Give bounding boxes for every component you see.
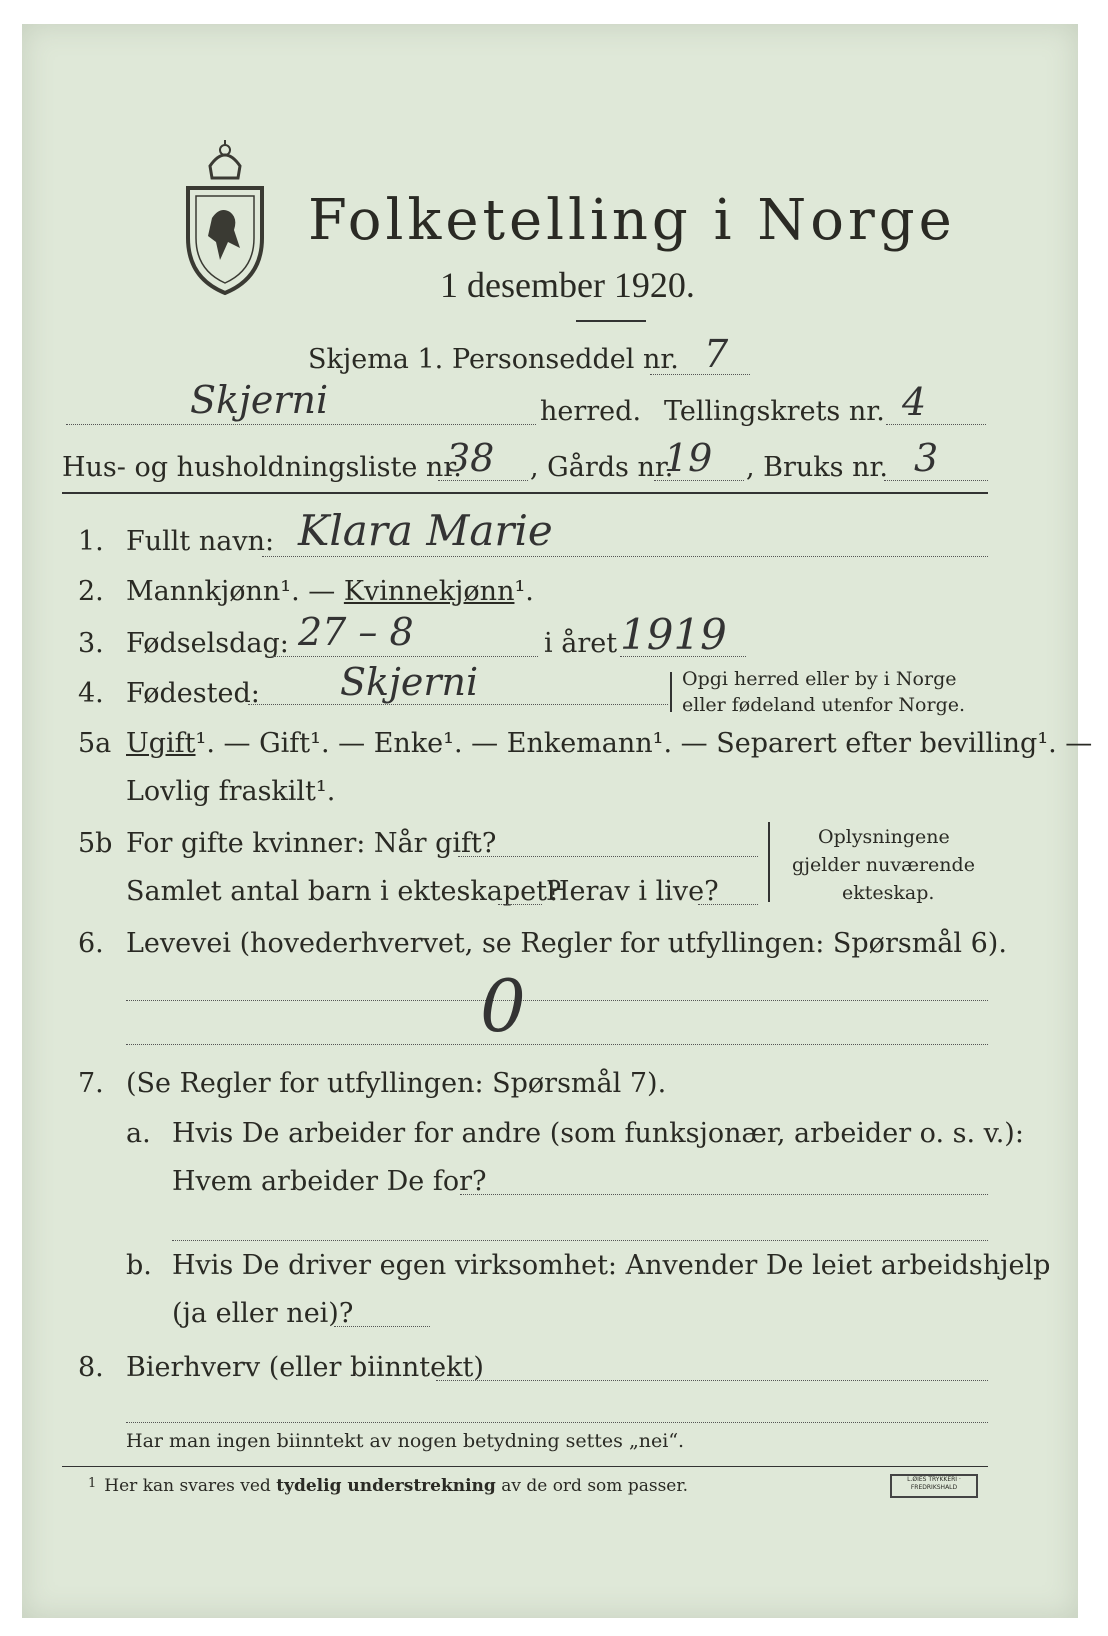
herred-line xyxy=(66,424,536,425)
male-option: Mannkjønn¹. — xyxy=(126,576,336,607)
q7-label: (Se Regler for utfyllingen: Spørsmål 7). xyxy=(126,1068,667,1099)
bruks-label: , Bruks nr. xyxy=(746,452,889,483)
q5b-line1 xyxy=(458,856,758,857)
q2-options xyxy=(126,576,534,607)
q6-line1 xyxy=(126,1000,988,1001)
q1-number: 1. xyxy=(78,526,104,557)
bruks-line xyxy=(884,480,988,481)
q7-number: 7. xyxy=(78,1068,104,1099)
female-option-underlined: Kvinnekjønn xyxy=(343,576,515,607)
q7b-line xyxy=(334,1326,430,1327)
census-date: 1 desember 1920. xyxy=(440,265,695,305)
q8-line2 xyxy=(126,1422,988,1423)
gards-value: 19 xyxy=(664,436,713,480)
q6-number: 6. xyxy=(78,928,104,959)
q5b-label3: Herav i live? xyxy=(546,876,719,907)
full-name-value: Klara Marie xyxy=(298,506,553,555)
q1-label: Fullt navn: xyxy=(126,526,275,557)
tellingskrets-line xyxy=(886,424,986,425)
q5b-note-line1: Oplysningene xyxy=(818,826,950,848)
form-title: Folketelling i Norge xyxy=(308,188,956,253)
q7b-label: Hvis De driver egen virksomhet: Anvender De leiet arbeidshjelp xyxy=(172,1250,1051,1281)
q6-label: Levevei (hovederhvervet, se Regler for utfyllingen: Spørsmål 6). xyxy=(126,928,1007,959)
q3-line xyxy=(272,656,538,657)
skjema-label: Skjema 1. xyxy=(308,344,444,375)
personseddel-label: Personseddel nr. xyxy=(452,344,679,375)
q3-label: Fødselsdag: xyxy=(126,628,289,659)
q7a-label2: Hvem arbeider De for? xyxy=(172,1166,487,1197)
herred-label: herred. xyxy=(540,396,642,427)
footnote-text-c: av de ord som passer. xyxy=(495,1476,689,1496)
birthdate-value: 27 – 8 xyxy=(298,610,414,654)
q5b-brace xyxy=(768,822,770,902)
occupation-value: 0 xyxy=(480,964,526,1048)
q4-line xyxy=(248,704,668,705)
q7a-number: a. xyxy=(126,1118,151,1149)
q7a-label: Hvis De arbeider for andre (som funksjonær, arbeider o. s. v.): xyxy=(172,1118,1024,1149)
q1-line xyxy=(262,556,988,557)
q3-number: 3. xyxy=(78,628,104,659)
q5a-number: 5a xyxy=(78,728,112,759)
q3-year-label: i året xyxy=(544,628,618,659)
q8-label: Bierhverv (eller biinntekt) xyxy=(126,1352,484,1383)
q5a-other-options: ¹. — Gift¹. — Enke¹. — Enkemann¹. — Separert efter bevilling¹. — xyxy=(195,728,1093,759)
female-option-suffix: ¹. xyxy=(514,576,534,607)
q6-line2 xyxy=(126,1044,988,1045)
footnote-rule xyxy=(62,1466,988,1467)
q8-line1 xyxy=(436,1380,988,1381)
hus-label: Hus- og husholdningsliste nr. xyxy=(62,452,462,483)
footnote xyxy=(88,1476,688,1496)
hus-value: 38 xyxy=(446,436,495,480)
q2-number: 2. xyxy=(78,576,104,607)
herred-value: Skjerni xyxy=(190,378,329,422)
tellingskrets-value: 4 xyxy=(902,380,927,424)
printer-stamp: L.ØIES TRYKKERI · FREDRIKSHALD xyxy=(890,1474,978,1498)
footnote-text-a: Her kan svares ved xyxy=(104,1476,277,1496)
q8-note: Har man ingen biinntekt av nogen betydning settes „nei“. xyxy=(126,1430,685,1452)
tellingskrets-label: Tellingskrets nr. xyxy=(664,396,885,427)
q4-brace xyxy=(670,672,672,712)
q5b-note-line3: ekteskap. xyxy=(842,882,935,904)
q5b-line3 xyxy=(698,904,758,905)
q4-note-line1: Opgi herred eller by i Norge xyxy=(682,668,957,690)
footnote-mark: 1 xyxy=(88,1476,97,1491)
personseddel-line xyxy=(650,374,750,375)
q5a-options xyxy=(126,728,1092,759)
birthplace-value: Skjerni xyxy=(340,660,479,704)
q5b-label2: Samlet antal barn i ekteskapet? xyxy=(126,876,562,907)
census-form-sheet xyxy=(22,24,1093,1618)
q7a-line2 xyxy=(172,1240,988,1241)
q4-note-line2: eller fødeland utenfor Norge. xyxy=(682,694,966,716)
q4-number: 4. xyxy=(78,678,104,709)
q5b-note-line2: gjelder nuværende xyxy=(792,854,975,876)
footnote-text-bold: tydelig understrekning xyxy=(276,1476,496,1496)
ugift-option-underlined: Ugift xyxy=(126,728,196,759)
header-rule xyxy=(62,492,988,494)
coat-of-arms-icon xyxy=(180,138,270,298)
q5b-line2 xyxy=(498,904,542,905)
gards-line xyxy=(654,480,744,481)
hus-line xyxy=(438,480,528,481)
q7b-number: b. xyxy=(126,1250,152,1281)
bruks-value: 3 xyxy=(914,436,939,480)
gards-label: , Gårds nr. xyxy=(530,452,674,483)
q5a-line2: Lovlig fraskilt¹. xyxy=(126,776,336,807)
q7a-line1 xyxy=(460,1194,988,1195)
q8-number: 8. xyxy=(78,1352,104,1383)
q5b-number: 5b xyxy=(78,828,113,859)
q5b-label1: For gifte kvinner: Når gift? xyxy=(126,828,497,859)
q7b-label2: (ja eller nei)? xyxy=(172,1298,354,1329)
personseddel-value: 7 xyxy=(704,332,729,376)
title-divider xyxy=(576,320,646,322)
birth-year-value: 1919 xyxy=(620,610,727,659)
q4-label: Fødested: xyxy=(126,678,260,709)
